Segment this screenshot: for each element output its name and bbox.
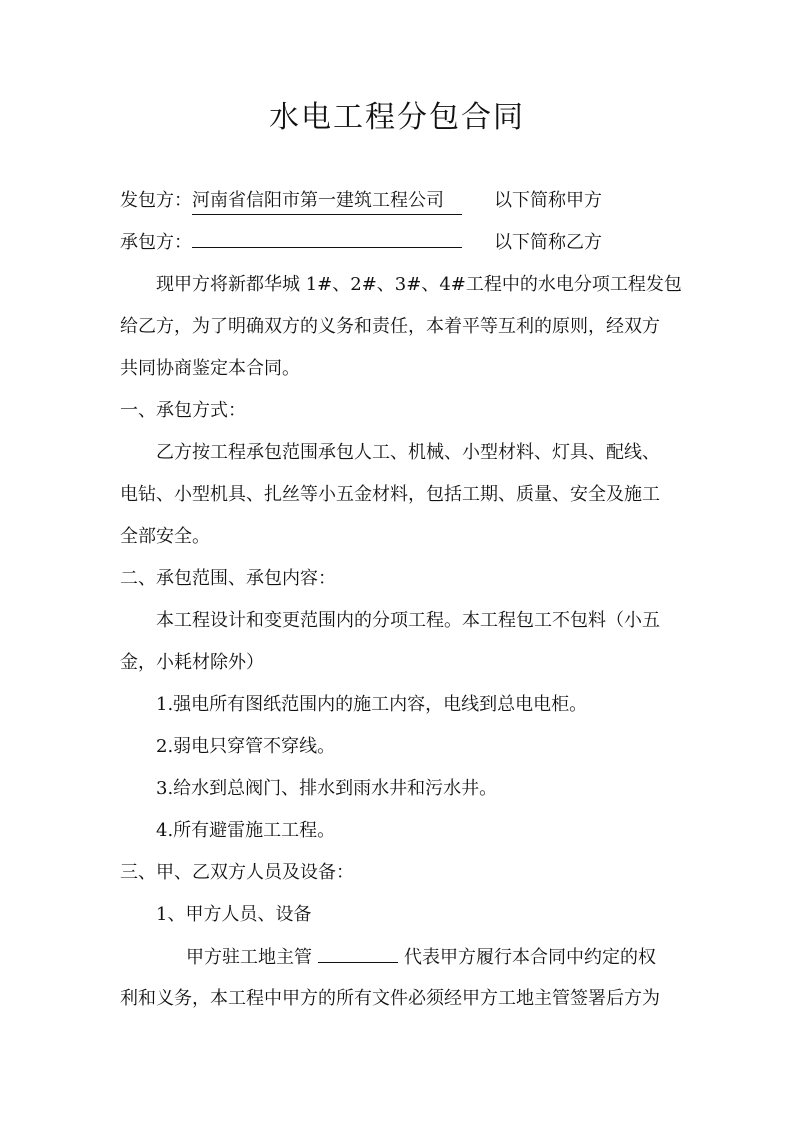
section-text: 甲方驻工地主管 bbox=[186, 947, 312, 968]
section-line: 金，小耗材除外） bbox=[120, 652, 264, 673]
subsection-heading: 1、甲方人员、设备 bbox=[156, 904, 312, 925]
party-a-label: 发包方： bbox=[120, 190, 192, 211]
intro-line: 给乙方，为了明确双方的义务和责任，本着平等互利的原则，经双方 bbox=[120, 316, 660, 337]
list-item: 2.弱电只穿管不穿线。 bbox=[156, 736, 336, 757]
intro-line: 共同协商鉴定本合同。 bbox=[120, 358, 300, 379]
section-line bbox=[186, 942, 680, 972]
section-line: 利和义务，本工程中甲方的所有文件必须经甲方工地主管签署后方为 bbox=[120, 988, 660, 1009]
intro-line: 现甲方将新都华城 1#、2#、3#、4#工程中的水电分项工程发包 bbox=[156, 274, 682, 295]
party-a-line bbox=[120, 186, 680, 216]
list-item: 1.强电所有图纸范围内的施工内容，电线到总电电柜。 bbox=[156, 694, 588, 715]
list-item: 3.给水到总阀门、排水到雨水井和污水井。 bbox=[156, 778, 498, 799]
section-line: 全部安全。 bbox=[120, 526, 210, 547]
party-a-name: 河南省信阳市第一建筑工程公司 bbox=[192, 188, 462, 215]
party-a-note: 以下简称甲方 bbox=[494, 190, 602, 211]
section-line: 本工程设计和变更范围内的分项工程。本工程包工不包料（小五 bbox=[156, 610, 660, 631]
party-b-line bbox=[120, 228, 680, 258]
section-heading: 三、甲、乙双方人员及设备： bbox=[120, 862, 354, 883]
document-title: 水电工程分包合同 bbox=[269, 100, 525, 135]
section-line: 乙方按工程承包范围承包人工、机械、小型材料、灯具、配线、 bbox=[156, 442, 660, 463]
section-line: 电钻、小型机具、扎丝等小五金材料，包括工期、质量、安全及施工 bbox=[120, 484, 660, 505]
supervisor-blank bbox=[318, 942, 398, 963]
list-item: 4.所有避雷施工工程。 bbox=[156, 820, 336, 841]
party-b-note: 以下简称乙方 bbox=[494, 232, 602, 253]
section-heading: 一、承包方式： bbox=[120, 400, 246, 421]
section-text: 代表甲方履行本合同中约定的权 bbox=[404, 947, 656, 968]
section-heading: 二、承包范围、承包内容： bbox=[120, 568, 336, 589]
party-b-label: 承包方： bbox=[120, 232, 192, 253]
party-b-name bbox=[192, 247, 462, 248]
